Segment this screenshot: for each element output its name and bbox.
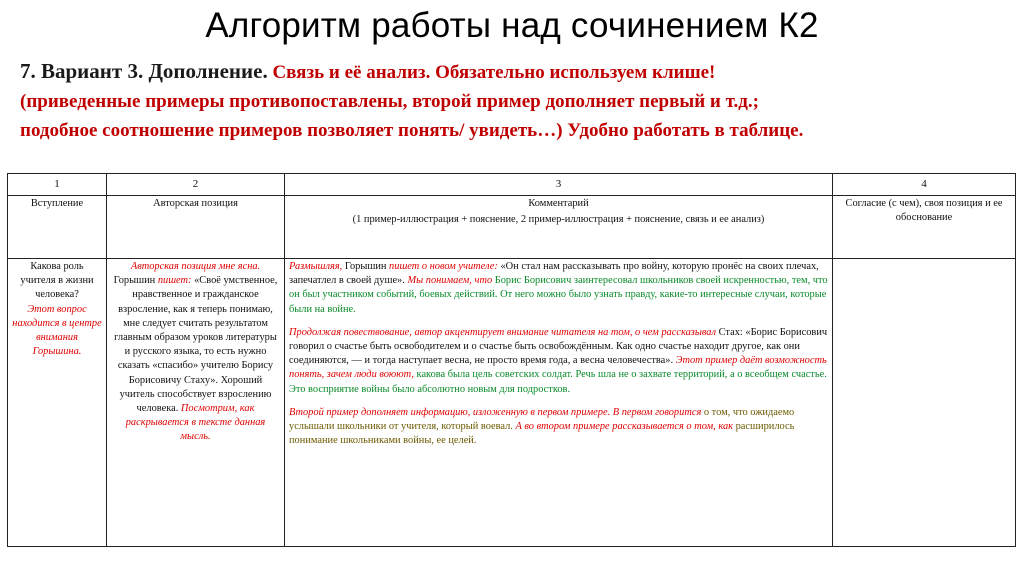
cell-agreement [833, 259, 1016, 547]
column-number-row [8, 174, 1016, 196]
header-commentary [285, 196, 833, 259]
intro-question: Какова роль учителя в жизни человека? [20, 261, 94, 301]
commentary-segment: Борис Борисович заинтересовал школьников своей искренностью, тем, что он был участником событий, боевых действий. От него можно было узнать правду, какие-то интересные случаи, которые были на войне. [289, 275, 828, 315]
commentary-segment: пишет о новом учителе: [389, 261, 498, 272]
commentary-segment: Стах: «Борис Борисович говорил о счастье быть освободителем и о счастье быть освобождённым. Как одно счастье находит другое, как они соединяются, — и тогда наступает весна, не просто время года, а весна человечества». [289, 326, 828, 367]
cell-intro [8, 259, 107, 547]
commentary-analysis [289, 406, 828, 449]
header-commentary-title: Комментарий [528, 198, 589, 209]
col-number-1: 1 [8, 174, 107, 196]
intro-rest: Связь и её анализ. Обязательно используем клише! [267, 62, 716, 83]
content-row [8, 259, 1016, 547]
commentary-segment: расширилось понимание школьниками войны, ее целей. [289, 421, 795, 447]
commentary-example-1 [289, 260, 828, 317]
commentary-segment: какова была цель советских солдат. Речь шла не о захвате территорий, а о всеобщем счастье. Это восприятие войны было абсолютно новым для подростков. [289, 369, 827, 395]
commentary-segment: Размышляя, [289, 261, 343, 272]
essay-table [7, 173, 1016, 547]
author-quote: «Своё умственное, нравственное и гражданское взросление, как я теперь понимаю, мне следует считать результатом главным образом уроков литературы и русского языка, то есть нужно сказать «спасибо» учителю Борису Борисовичу Стаху». Хороший учитель способствует взрослению человека. [114, 275, 278, 415]
commentary-segment: Мы понимаем, что [404, 275, 493, 287]
header-author-position: Авторская позиция [107, 196, 285, 259]
col-number-2: 2 [107, 174, 285, 196]
commentary-example-2 [289, 326, 828, 397]
intro-lead: 7. Вариант 3. Дополнение. [20, 59, 268, 83]
author-transition: Посмотрим, как раскрывается в тексте данная мысль. [125, 403, 266, 443]
commentary-segment: Горышин [342, 261, 390, 272]
commentary-segment: Продолжая повествование, автор акцентирует внимание читателя на том, о чем рассказывал [289, 326, 717, 338]
author-writes: пишет: [157, 275, 192, 287]
header-intro: Вступление [8, 196, 107, 259]
cell-commentary [285, 259, 833, 547]
header-agreement: Согласие (с чем), своя позиция и ее обоснование [833, 196, 1016, 259]
commentary-segment: «Он стал нам рассказывать про войну, которую пронёс на своих плечах, запечатлел в своей душе». [289, 261, 819, 287]
intro-line-2: (приведенные примеры противопоставлены, второй пример дополняет первый и т.д.; [20, 91, 759, 112]
header-row [8, 196, 1016, 259]
author-name: Горышин [113, 275, 158, 287]
commentary-segment: Этот пример даёт возможность понять, зачем люди воюют, [289, 355, 827, 381]
cell-author-position [107, 259, 285, 547]
intro-note: Этот вопрос находится в центре внимания Горышина. [12, 303, 102, 358]
col-number-3: 3 [285, 174, 833, 196]
intro-block [20, 57, 1010, 145]
author-position-clause: Авторская позиция мне ясна. [130, 261, 261, 272]
col-number-4: 4 [833, 174, 1016, 196]
commentary-segment: Второй пример дополняет информацию, изложенную в первом примере. В первом говорится [289, 406, 702, 418]
intro-line-1 [20, 57, 1010, 87]
commentary-segment: о том, что ожидаемо услышали школьники от учителя, который воевал. [289, 406, 795, 433]
slide-title: Алгоритм работы над сочинением К2 [205, 6, 819, 45]
intro-line-3: подобное соотношение примеров позволяет понять/ увидеть…) Удобно работать в таблице. [20, 120, 804, 141]
commentary-segment: А во втором примере рассказывается о том, как [512, 421, 734, 433]
header-commentary-desc: (1 пример-иллюстрация + пояснение, 2 пример-иллюстрация + пояснение, связь и ее анализ) [352, 214, 765, 226]
